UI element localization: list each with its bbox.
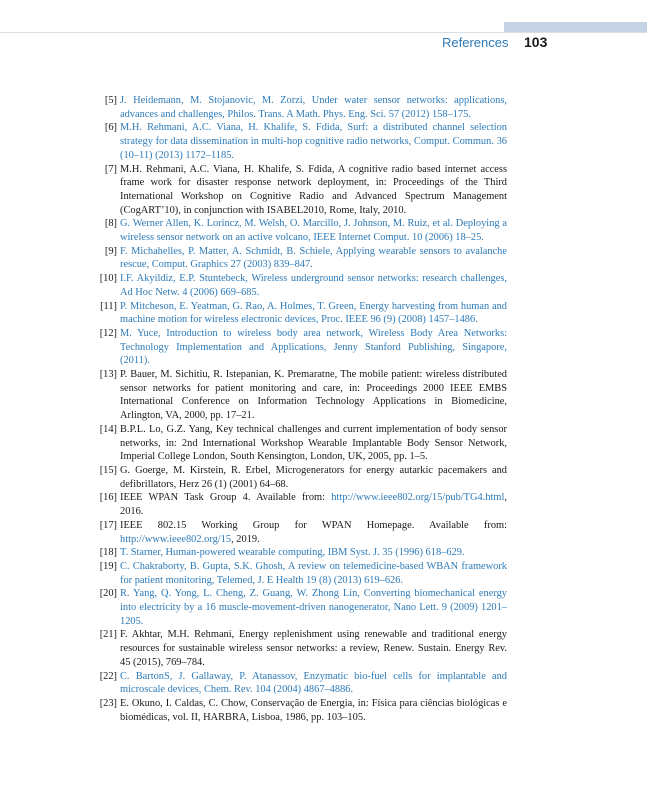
reference-body [118,327,507,368]
reference-body [118,368,507,423]
reference-item [96,272,507,299]
reference-text-suffix: , 2016. [120,492,507,518]
reference-number: [13] [99,369,117,381]
reference-url-link[interactable]: http://www.ieee802.org/15 [120,533,232,545]
reference-body [118,464,507,491]
reference-item [96,587,507,628]
reference-text-suffix: , 2019. [231,533,260,545]
reference-item [96,368,507,423]
reference-number: [11] [100,300,117,312]
reference-link[interactable]: P. Mitcheson, E. Yeatman, G. Rao, A. Holmes, T. Green, Energy harvesting from human and machine motion for wireless electronic devices, Proc. IEEE 96 (9) (2008) 1457–1486. [120,300,507,326]
page-number: 103 [524,34,548,50]
reference-text: E. Okuno, I. Caldas, C. Chow, Conservação de Energia, in: Física para ciências biológicas e biomédicas, vol. II, HARBRA, Lisboa, 1986, pp. 103–105. [120,697,507,723]
reference-link[interactable]: J. Heidemann, M. Stojanovic, M. Zorzi, Under water sensor networks: applications, advances and challenges, Philos. Trans. A Math. Phys. Eng. Sci. 57 (2012) 158–175. [120,95,507,120]
reference-number: [23] [99,697,117,709]
reference-link[interactable]: C. BartonS, J. Gallaway, P. Atanassov, Enzymatic bio-fuel cells for implantable and microscale devices, Chem. Rev. 104 (2004) 4867–4886. [120,670,507,696]
reference-link[interactable]: I.F. Akyildiz, E.P. Stuntebeck, Wireless underground sensor networks: research challenges, Ad Hoc Netw. 4 (2006) 669–685. [120,273,507,298]
reference-item [96,546,507,560]
reference-text: P. Bauer, M. Sichitiu, R. Istepanian, K. Premaratne, The mobile patient: wireless distributed sensor networks for patient monitoring and care, in: Proceedings 2000 IEEE EMBS International Conference on Information Technology Applications in Biomedicine, Arlington, VA, 2000, pp. 17–21. [120,369,507,422]
reference-text: G. Goerge, M. Kirstein, R. Erbel, Microgenerators for energy autarkic pacemakers and defibrillators, Herz 26 (1) (2001) 64–68. [120,464,507,490]
reference-number: [21] [99,629,117,641]
reference-body [118,245,507,272]
reference-body [118,94,507,121]
header-rule [0,32,647,33]
reference-link[interactable]: M. Yuce, Introduction to wireless body area network, Wireless Body Area Networks: Technology Implementation and Applications, Jenny Stanford Publishing, Singapore, (2011). [120,327,507,367]
reference-number: [14] [99,423,117,435]
reference-body [118,300,507,327]
reference-body [118,587,507,628]
reference-number: [8] [104,218,117,230]
reference-item [96,217,507,244]
reference-number: [10] [99,273,117,285]
reference-item [96,464,507,491]
reference-body [118,491,507,518]
reference-item [96,491,507,518]
reference-link[interactable]: F. Michahelles, P. Matter, A. Schmidt, B. Schiele, Applying wearable sensors to avalanche rescue, Comput. Graphics 27 (2003) 839–847. [120,245,507,271]
reference-body [118,670,507,697]
reference-body [118,423,507,464]
reference-link[interactable]: G. Werner Allen, K. Lorincz, M. Welsh, O. Marcillo, J. Johnson, M. Ruiz, et al. Deploying a wireless sensor network on an active volcano, IEEE Internet Comput. 10 (2006) 18–25. [120,218,507,244]
reference-item [96,697,507,724]
reference-link[interactable]: T. Starner, Human-powered wearable computing, IBM Syst. J. 35 (1996) 618–629. [120,547,465,559]
reference-item [96,121,507,162]
reference-body [118,121,507,162]
reference-number: [5] [104,95,117,106]
header-accent-bar [504,22,647,32]
reference-body [118,560,507,587]
reference-item [96,327,507,368]
reference-number: [9] [104,245,117,257]
running-head-section-title: References [442,35,509,50]
reference-item [96,560,507,587]
reference-item [96,94,507,121]
reference-number: [16] [99,492,117,504]
reference-url-link[interactable]: http://www.ieee802.org/15/pub/TG4.html [331,492,505,504]
reference-number: [22] [99,670,117,682]
reference-item [96,670,507,697]
reference-body [118,163,507,218]
reference-text: B.P.L. Lo, G.Z. Yang, Key technical challenges and current implementation of body sensor networks, in: 2nd International Workshop Wearable Implantable Body Sensor Network, Imperial College London, South Kensington, London, UK, 2005, pp. 1–5. [120,423,507,463]
reference-item [96,245,507,272]
reference-body [118,546,507,560]
reference-number: [7] [104,163,117,175]
reference-item [96,300,507,327]
reference-text: IEEE 802.15 Working Group for WPAN Homepage. Available from: [120,519,507,531]
reference-body [118,272,507,299]
reference-link[interactable]: C. Chakraborty, B. Gupta, S.K. Ghosh, A review on telemedicine-based WBAN framework for patient monitoring, Telemed, J. E Health 19 (8) (2013) 619–626. [120,560,507,586]
reference-item [96,628,507,669]
reference-link[interactable]: M.H. Rehmani, A.C. Viana, H. Khalife, S. Fdida, Surf: a distributed channel selection strategy for data dissemination in multi-hop cognitive radio networks, Comput. Commun. 36 (10–11) (2013) 1172–1185. [120,122,507,161]
reference-number: [18] [99,547,117,559]
reference-body [118,628,507,669]
reference-item [96,423,507,464]
reference-number: [15] [99,464,117,476]
reference-link[interactable]: R. Yang, Q. Yong, L. Cheng, Z. Guang, W. Zhong Lin, Converting biomechanical energy into electricity by a 16 muscle-movement-driven nanogenerator, Nano Lett. 9 (2009) 1201–1205. [120,588,507,627]
reference-body [118,217,507,244]
reference-text: M.H. Rehmani, A.C. Viana, H. Khalife, S. Fdida, A cognitive radio based internet access frame work for disaster response network deployment, in: Proceedings of the Third International Workshop on Cognitive Radio and Advanced Spectrum Management (CogART’10), in conjunction with ISABEL2010, Rome, Italy, 2010. [120,163,507,216]
reference-number: [6] [104,122,117,134]
reference-body [118,697,507,724]
reference-item [96,163,507,218]
reference-body [118,519,507,546]
reference-number: [17] [99,519,117,531]
reference-text: IEEE WPAN Task Group 4. Available from: [120,492,332,504]
reference-number: [19] [99,560,117,572]
reference-text: F. Akhtar, M.H. Rehmani, Energy replenishment using renewable and traditional energy resources for sustainable wireless sensor networks: a review, Renew. Sustain. Energy Rev. 45 (2015), 769–784. [120,629,507,668]
reference-list [96,94,507,724]
reference-number: [20] [99,588,117,600]
reference-number: [12] [99,327,117,339]
reference-item [96,519,507,546]
